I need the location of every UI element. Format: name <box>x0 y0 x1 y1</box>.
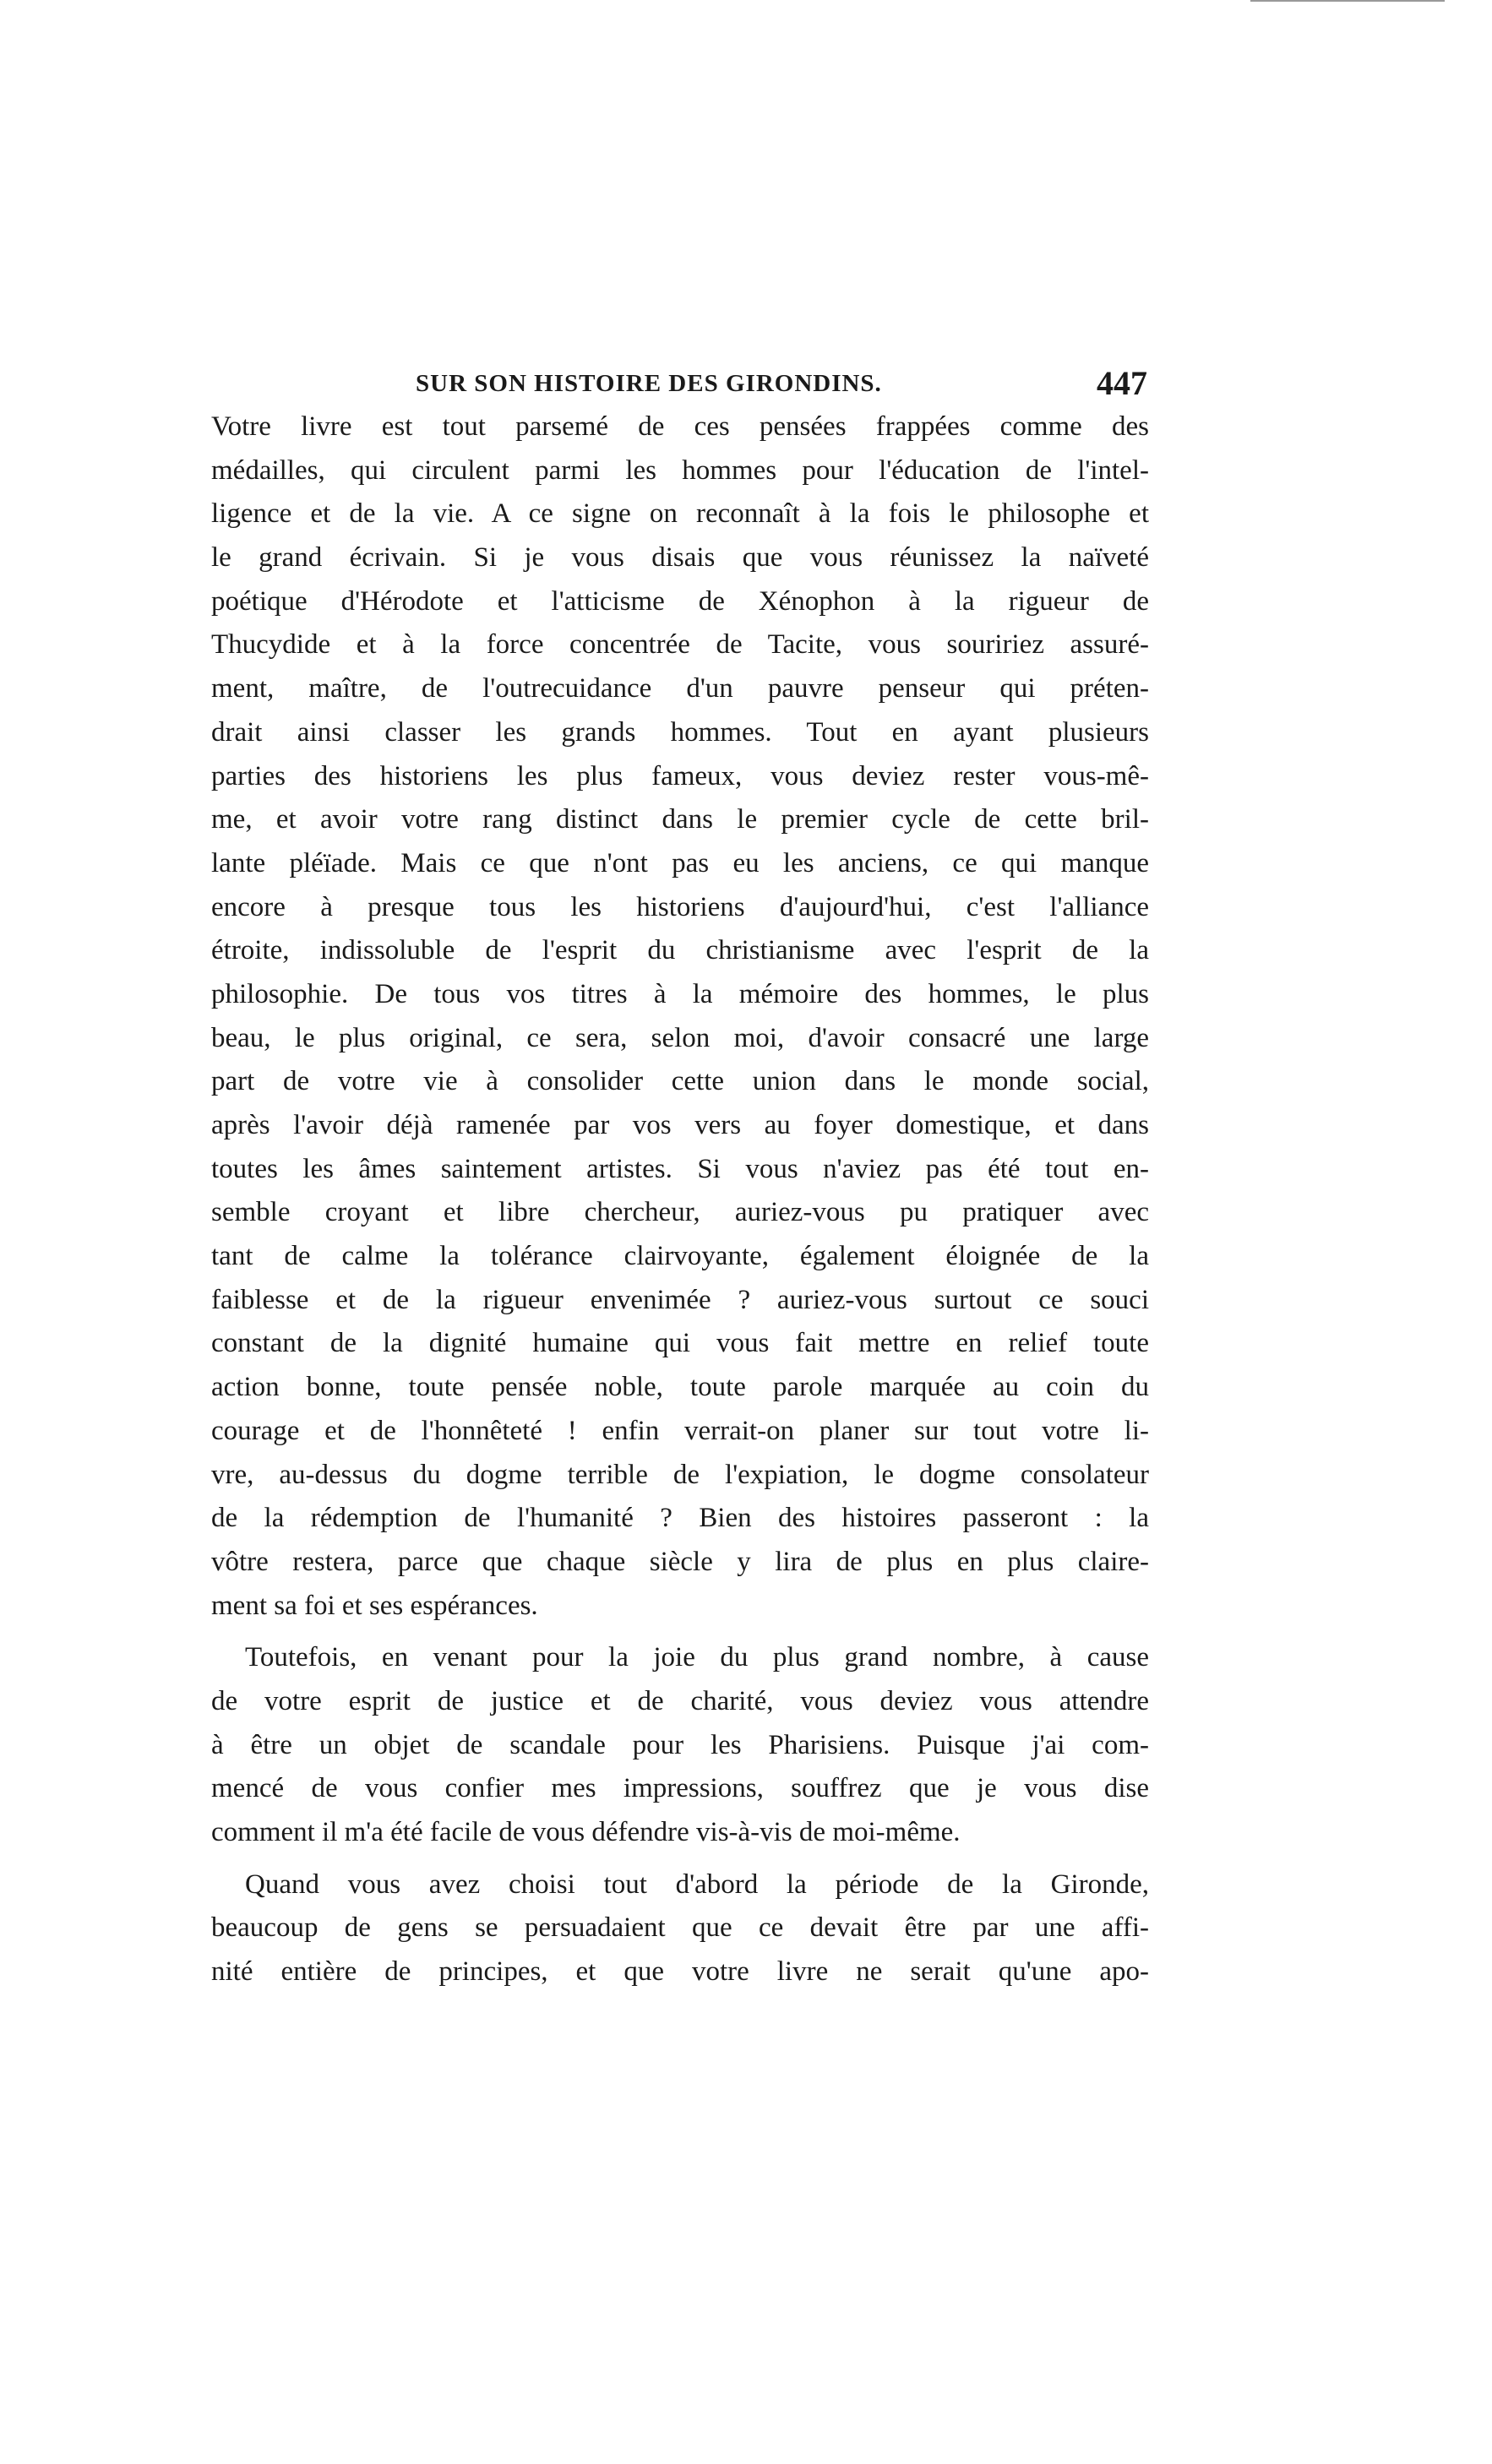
text-line: mencé de vous confier mes impressions, souffrez que je vous dise <box>211 1773 1149 1804</box>
text-line: beaucoup de gens se persuadaient que ce devait être par une affi- <box>211 1912 1149 1944</box>
text-line: vôtre restera, parce que chaque siècle y lira de plus en plus claire- <box>211 1546 1149 1577</box>
text-line: Toutefois, en venant pour la joie du plus grand nombre, à cause <box>245 1642 1149 1673</box>
text-line: à être un objet de scandale pour les Pharisiens. Puisque j'ai com- <box>211 1729 1149 1760</box>
paragraph-1 <box>211 405 1149 1628</box>
paragraph-2 <box>211 1636 1149 1854</box>
text-line: courage et de l'honnêteté ! enfin verrait-on planer sur tout votre li- <box>211 1415 1149 1446</box>
text-line: part de votre vie à consolider cette union dans le monde social, <box>211 1066 1149 1097</box>
text-line: vre, au-dessus du dogme terrible de l'expiation, le dogme consolateur <box>211 1459 1149 1490</box>
text-line: drait ainsi classer les grands hommes. Tout en ayant plusieurs <box>211 716 1149 748</box>
text-line: poétique d'Hérodote et l'atticisme de Xénophon à la rigueur de <box>211 585 1149 617</box>
text-line: étroite, indissoluble de l'esprit du christianisme avec l'esprit de la <box>211 935 1149 966</box>
text-line: Thucydide et à la force concentrée de Tacite, vous souririez assuré- <box>211 629 1149 661</box>
text-line: de votre esprit de justice et de charité, vous deviez vous attendre <box>211 1685 1149 1716</box>
text-line: après l'avoir déjà ramenée par vos vers au foyer domestique, et dans <box>211 1110 1149 1140</box>
running-head: SUR SON HISTOIRE DES GIRONDINS. <box>416 370 882 397</box>
text-line: action bonne, toute pensée noble, toute parole marquée au coin du <box>211 1372 1149 1403</box>
text-line: ment sa foi et ses espérances. <box>211 1590 538 1621</box>
text-line: ligence et de la vie. A ce signe on reconnaît à la fois le philosophe et <box>211 498 1149 530</box>
text-line: toutes les âmes saintement artistes. Si vous n'aviez pas été tout en- <box>211 1153 1149 1184</box>
text-line: beau, le plus original, ce sera, selon moi, d'avoir consacré une large <box>211 1022 1149 1053</box>
paragraph-spacer <box>211 1855 1149 1863</box>
paragraph-3 <box>211 1863 1149 1994</box>
text-line: parties des historiens les plus fameux, vous deviez rester vous-mê- <box>211 760 1149 791</box>
text-line: constant de la dignité humaine qui vous fait mettre en relief toute <box>211 1328 1149 1359</box>
text-line: ment, maître, de l'outrecuidance d'un pauvre penseur qui préten- <box>211 673 1149 704</box>
text-line: lante pléïade. Mais ce que n'ont pas eu les anciens, ce qui manque <box>211 847 1149 878</box>
text-line: Votre livre est tout parsemé de ces pensées frappées comme des <box>211 411 1149 442</box>
text-line: médailles, qui circulent parmi les hommes pour l'éducation de l'intel- <box>211 454 1149 486</box>
text-line: semble croyant et libre chercheur, auriez-vous pu pratiquer avec <box>211 1197 1149 1228</box>
text-line: encore à presque tous les historiens d'aujourd'hui, c'est l'alliance <box>211 891 1149 922</box>
text-line: me, et avoir votre rang distinct dans le premier cycle de cette bril- <box>211 804 1149 835</box>
text-line: le grand écrivain. Si je vous disais que vous réunissez la naïveté <box>211 542 1149 574</box>
text-line: faiblesse et de la rigueur envenimée ? auriez-vous surtout ce souci <box>211 1284 1149 1315</box>
text-line: de la rédemption de l'humanité ? Bien des histoires passeront : la <box>211 1503 1149 1534</box>
scan-edge-mark <box>1250 0 1445 2</box>
paragraph-spacer <box>211 1628 1149 1636</box>
text-line: nité entière de principes, et que votre livre ne serait qu'une apo- <box>211 1956 1149 1988</box>
body-text <box>211 405 1149 1994</box>
text-line: comment il m'a été facile de vous défendre vis-à-vis de moi-même. <box>211 1817 961 1847</box>
text-line: tant de calme la tolérance clairvoyante, également éloignée de la <box>211 1241 1149 1272</box>
page-header <box>211 362 1149 412</box>
text-line: Quand vous avez choisi tout d'abord la période de la Gironde, <box>245 1868 1149 1900</box>
text-line: philosophie. De tous vos titres à la mémoire des hommes, le plus <box>211 978 1149 1009</box>
page-number: 447 <box>1097 364 1147 402</box>
